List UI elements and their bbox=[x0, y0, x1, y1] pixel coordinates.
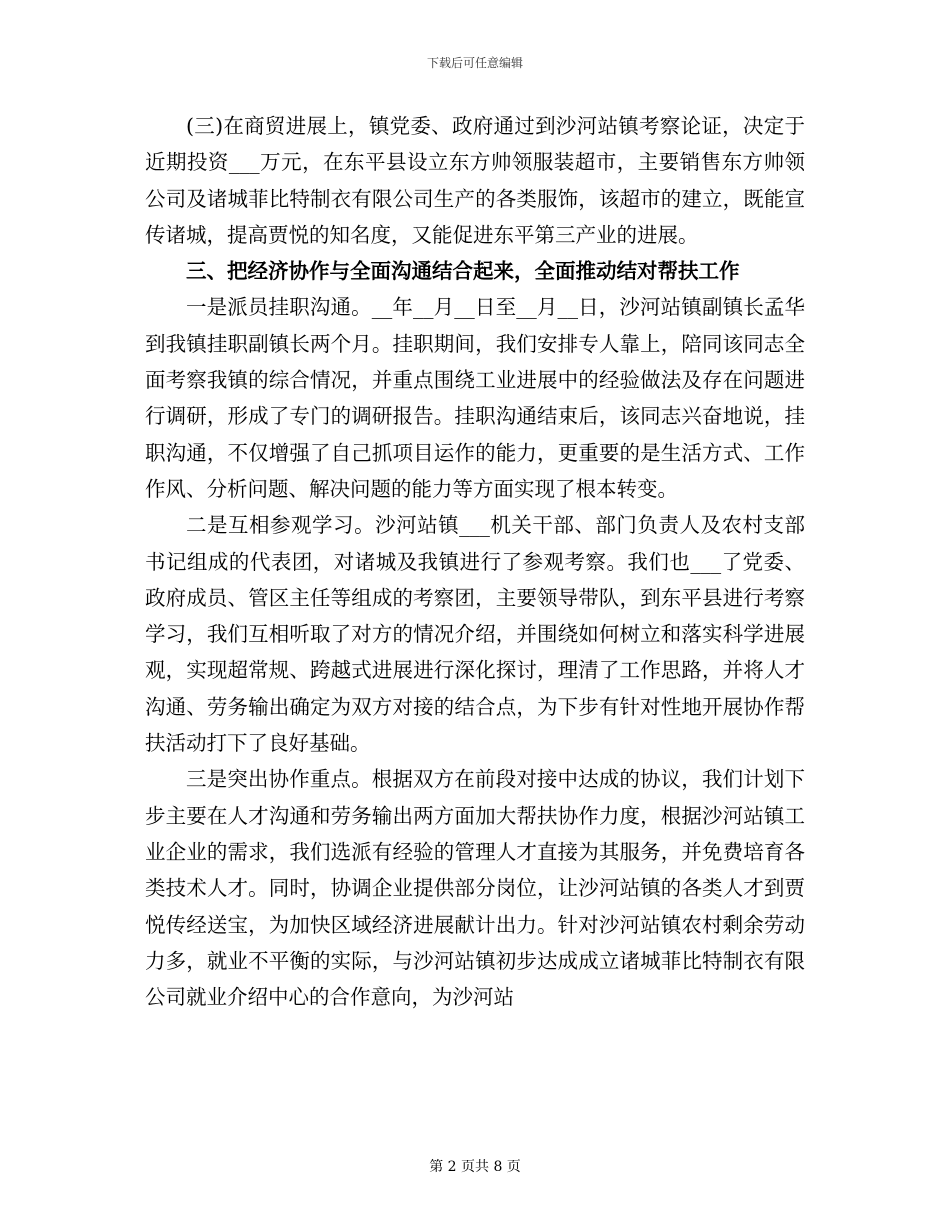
paragraph-secondment: 一是派员挂职沟通。__年__月__日至__月__日，沙河站镇副镇长孟华到我镇挂职副镇长两个月。挂职期间，我们安排专人靠上，陪同该同志全面考察我镇的综合情况，并重点围绕工业进展中的经验做法及存在问题进行调研，形成了专门的调研报告。挂职沟通结束后，该同志兴奋地说，挂职沟通，不仅增强了自己抓项目运作的能力，更重要的是生活方式、工作作风、分析问题、解决问题的能力等方面实现了根本转变。 bbox=[145, 295, 805, 501]
paragraph-visits: 二是互相参观学习。沙河站镇___机关干部、部门负责人及农村支部书记组成的代表团，对诸城及我镇进行了参观考察。我们也___了党委、政府成员、管区主任等组成的考察团，主要领导带队，到东平县进行考察学习，我们互相听取了对方的情况介绍，并围绕如何树立和落实科学进展观，实现超常规、跨越式进展进行深化探讨，理清了工作思路，并将人才沟通、劳务输出确定为双方对接的结合点，为下步有针对性地开展协作帮扶活动打下了良好基础。 bbox=[145, 513, 805, 756]
paragraph-commerce: (三)在商贸进展上，镇党委、政府通过到沙河站镇考察论证，决定于近期投资___万元，在东平县设立东方帅领服装超市，主要销售东方帅领公司及诸城菲比特制衣有限公司生产的各类服饰，该超市的建立，既能宣传诸城，提高贾悦的知名度，又能促进东平第三产业的进展。 bbox=[145, 114, 805, 247]
header-note: 下载后可任意编辑 bbox=[426, 56, 523, 70]
paragraph-cooperation: 三是突出协作重点。根据双方在前段对接中达成的协议，我们计划下步主要在人才沟通和劳务输出两方面加大帮扶协作力度，根据沙河站镇工业企业的需求，我们选派有经验的管理人才直接为其服务，并免费培育各类技术人才。同时，协调企业提供部分岗位，让沙河站镇的各类人才到贾悦传经送宝，为加快区域经济进展献计出力。针对沙河站镇农村剩余劳动力多，就业不平衡的实际，与沙河站镇初步达成成立诸城菲比特制衣有限公司就业介绍中心的合作意向，为沙河站 bbox=[145, 767, 805, 1010]
document-body bbox=[145, 108, 805, 1015]
page-number: 第 2 页共 8 页 bbox=[429, 1159, 521, 1175]
section-heading: 三、把经济协作与全面沟通结合起来，全面推动结对帮扶工作 bbox=[186, 259, 740, 284]
